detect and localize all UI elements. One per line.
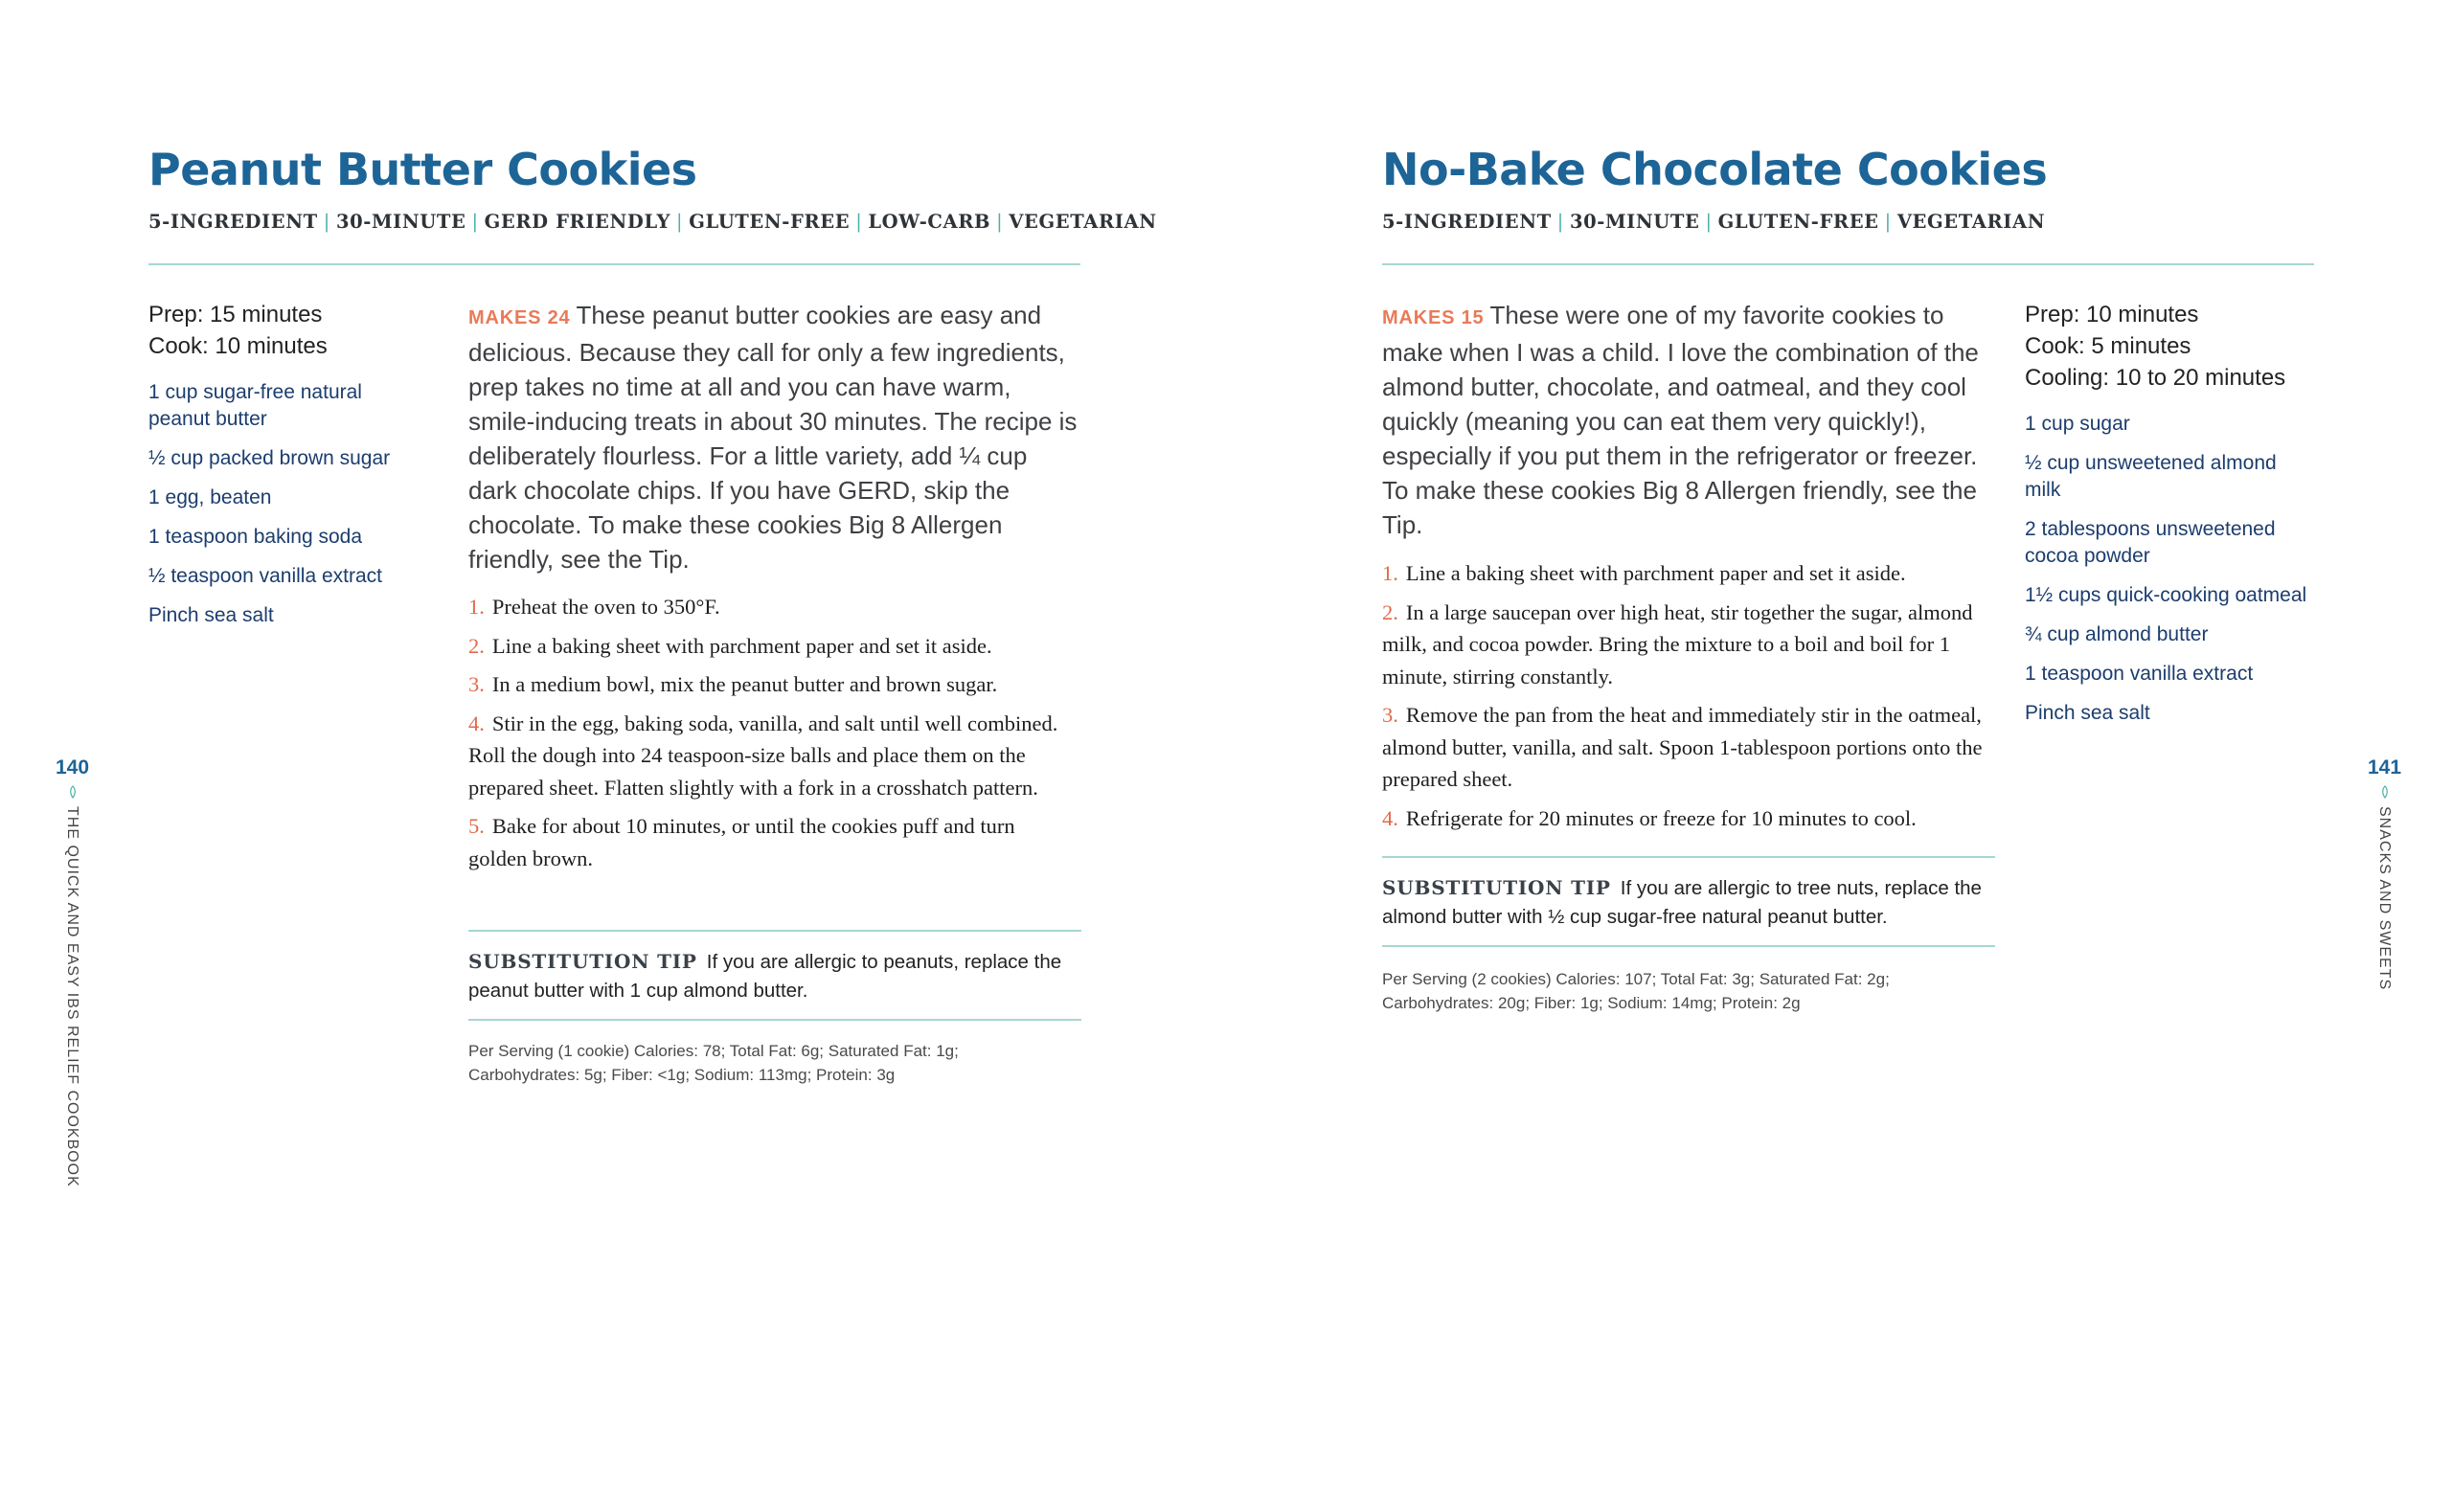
step-number: 1. (1382, 561, 1398, 585)
step-item (468, 708, 1072, 804)
ingredient-item: 1 teaspoon baking soda (148, 526, 363, 548)
recipe-tags (148, 211, 1157, 233)
intro-text: These were one of my favorite cookies to make when I was a child. I love the combination of the almond butter, chocolate, and oatmeal, and they cool quickly (meaning you can eat them very quickly!), especially if you put them in the refrigerator or freezer. To make these cookies Big 8 Allergen friendly, see the Tip. (1382, 301, 1979, 539)
ingredient-item: ¾ cup almond butter (2025, 623, 2209, 645)
tag-separator: | (996, 211, 1004, 233)
tip-label: SUBSTITUTION TIP (468, 950, 697, 973)
step-item (468, 591, 1072, 623)
recipe-tag: VEGETARIAN (1896, 211, 2046, 233)
step-text: Bake for about 10 minutes, or until the cookies puff and turn golden brown. (468, 814, 1015, 870)
leaf-ornament-icon (2381, 785, 2389, 799)
ingredient-item: ½ teaspoon vanilla extract (148, 565, 382, 587)
recipe-times (2025, 299, 2285, 394)
tip-text: If you are allergic to tree nuts, replace the almond butter with ½ cup sugar-free natural peanut butter. (1382, 877, 1982, 928)
nutrition-line: Carbohydrates: 20g; Fiber: 1g; Sodium: 14mg; Protein: 2g (1382, 994, 1801, 1012)
step-item (468, 810, 1072, 874)
ingredient-item: ½ cup packed brown sugar (148, 447, 391, 469)
ingredient-item: 1 teaspoon vanilla extract (2025, 663, 2254, 685)
tag-separator: | (1884, 211, 1892, 233)
recipe-tag: VEGETARIAN (1009, 211, 1157, 233)
recipe-title: Peanut Butter Cookies (148, 144, 697, 195)
ingredient-list (2025, 411, 2312, 739)
makes-yield: MAKES 15 (1382, 307, 1485, 328)
step-number: 4. (1382, 805, 1398, 830)
step-item (468, 668, 1072, 701)
recipe-title: No-Bake Chocolate Cookies (1382, 144, 2048, 195)
ingredient-item: ½ cup unsweetened almond milk (2025, 452, 2277, 501)
ingredient-list (148, 379, 426, 642)
step-text: Line a baking sheet with parchment paper and set it aside. (1405, 561, 1906, 585)
title-rule (148, 263, 1080, 265)
recipe-tag: GLUTEN-FREE (1717, 211, 1879, 233)
running-head: SNACKS AND SWEETS (2376, 806, 2393, 991)
ingredient-item: Pinch sea salt (148, 604, 274, 626)
substitution-tip (1382, 856, 1995, 947)
step-number: 2. (468, 633, 485, 658)
recipe-tag: 30-MINUTE (335, 211, 466, 233)
nutrition-line: Per Serving (1 cookie) Calories: 78; Total Fat: 6g; Saturated Fat: 1g; (468, 1042, 959, 1060)
cook-time: Cook: 5 minutes (2025, 333, 2191, 359)
intro-text: These peanut butter cookies are easy and delicious. Because they call for only a few ingredients, prep takes no time at all and you can have warm, smile-inducing treats in about 30 minutes. The recipe is deliberately flourless. For a little variety, add ¼ cup dark chocolate chips. If you have GERD, skip the chocolate. To make these cookies Big 8 Allergen friendly, see the Tip. (468, 301, 1078, 574)
right-page (1226, 0, 2452, 1512)
prep-time: Prep: 15 minutes (148, 302, 323, 327)
ingredient-item: 2 tablespoons unsweetened cocoa powder (2025, 518, 2276, 567)
step-text: In a medium bowl, mix the peanut butter and brown sugar. (491, 672, 998, 696)
nutrition-info (1382, 967, 1995, 1015)
tip-label: SUBSTITUTION TIP (1382, 876, 1611, 899)
running-head: THE QUICK AND EASY IBS RELIEF COOKBOOK (64, 806, 80, 1187)
ingredient-item: Pinch sea salt (2025, 702, 2150, 724)
step-number: 5. (468, 814, 485, 838)
recipe-tag: LOW-CARB (868, 211, 991, 233)
nutrition-line: Per Serving (2 cookies) Calories: 107; Total Fat: 3g; Saturated Fat: 2g; (1382, 970, 1890, 988)
recipe-tag: 30-MINUTE (1569, 211, 1700, 233)
step-text: Stir in the egg, baking soda, vanilla, and salt until well combined. Roll the dough into 24 teaspoon-size balls and place them on the prepared sheet. Flatten slightly with a fork in a crosshatch pattern. (468, 711, 1058, 800)
recipe-intro (468, 298, 1081, 576)
recipe-tag: GLUTEN-FREE (689, 211, 851, 233)
step-item (1382, 557, 1995, 590)
instruction-steps (1382, 557, 1995, 841)
ingredient-item: 1½ cups quick-cooking oatmeal (2025, 584, 2307, 606)
recipe-times (148, 299, 328, 362)
step-text: Refrigerate for 20 minutes or freeze for 10 minutes to cool. (1405, 805, 1917, 830)
recipe-tags (1382, 211, 2045, 233)
step-number: 1. (468, 595, 485, 619)
tag-separator: | (1556, 211, 1564, 233)
title-rule (1382, 263, 2314, 265)
step-text: Preheat the oven to 350°F. (491, 595, 720, 619)
step-number: 3. (1382, 703, 1398, 727)
step-number: 4. (468, 711, 485, 735)
page-number: 141 (2368, 756, 2402, 779)
tag-separator: | (471, 211, 479, 233)
substitution-tip (468, 930, 1081, 1021)
recipe-tag: 5-INGREDIENT (148, 211, 318, 233)
recipe-tag: 5-INGREDIENT (1382, 211, 1552, 233)
instruction-steps (468, 591, 1072, 881)
step-text: In a large saucepan over high heat, stir together the sugar, almond milk, and cocoa powder. Bring the mixture to a boil and boil for 1 minute, stirring constantly. (1382, 599, 1973, 688)
nutrition-info (468, 1039, 1101, 1087)
recipe-tag: GERD FRIENDLY (484, 211, 671, 233)
tag-separator: | (855, 211, 863, 233)
ingredient-item: 1 cup sugar (2025, 413, 2130, 435)
step-item (1382, 699, 1995, 796)
leaf-ornament-icon (69, 785, 77, 799)
tag-separator: | (676, 211, 684, 233)
step-text: Remove the pan from the heat and immediately stir in the oatmeal, almond butter, vanilla, and salt. Spoon 1-tablespoon portions onto the prepared sheet. (1382, 703, 1983, 791)
makes-yield: MAKES 24 (468, 307, 571, 328)
prep-time: Prep: 10 minutes (2025, 302, 2199, 327)
step-text: Line a baking sheet with parchment paper and set it aside. (491, 633, 992, 658)
recipe-intro (1382, 298, 2005, 542)
tag-separator: | (1705, 211, 1713, 233)
step-item (1382, 802, 1995, 835)
ingredient-item: 1 egg, beaten (148, 486, 272, 508)
step-item (468, 630, 1072, 663)
cook-time: Cook: 10 minutes (148, 333, 328, 359)
page-number: 140 (56, 756, 90, 779)
step-number: 3. (468, 672, 485, 696)
step-number: 2. (1382, 599, 1398, 624)
tip-text: If you are allergic to peanuts, replace the peanut butter with 1 cup almond butter. (468, 951, 1062, 1002)
cooling-time: Cooling: 10 to 20 minutes (2025, 365, 2286, 391)
step-item (1382, 597, 1995, 693)
ingredient-item: 1 cup sugar-free natural peanut butter (148, 381, 362, 430)
tag-separator: | (323, 211, 330, 233)
nutrition-line: Carbohydrates: 5g; Fiber: <1g; Sodium: 113mg; Protein: 3g (468, 1066, 896, 1084)
